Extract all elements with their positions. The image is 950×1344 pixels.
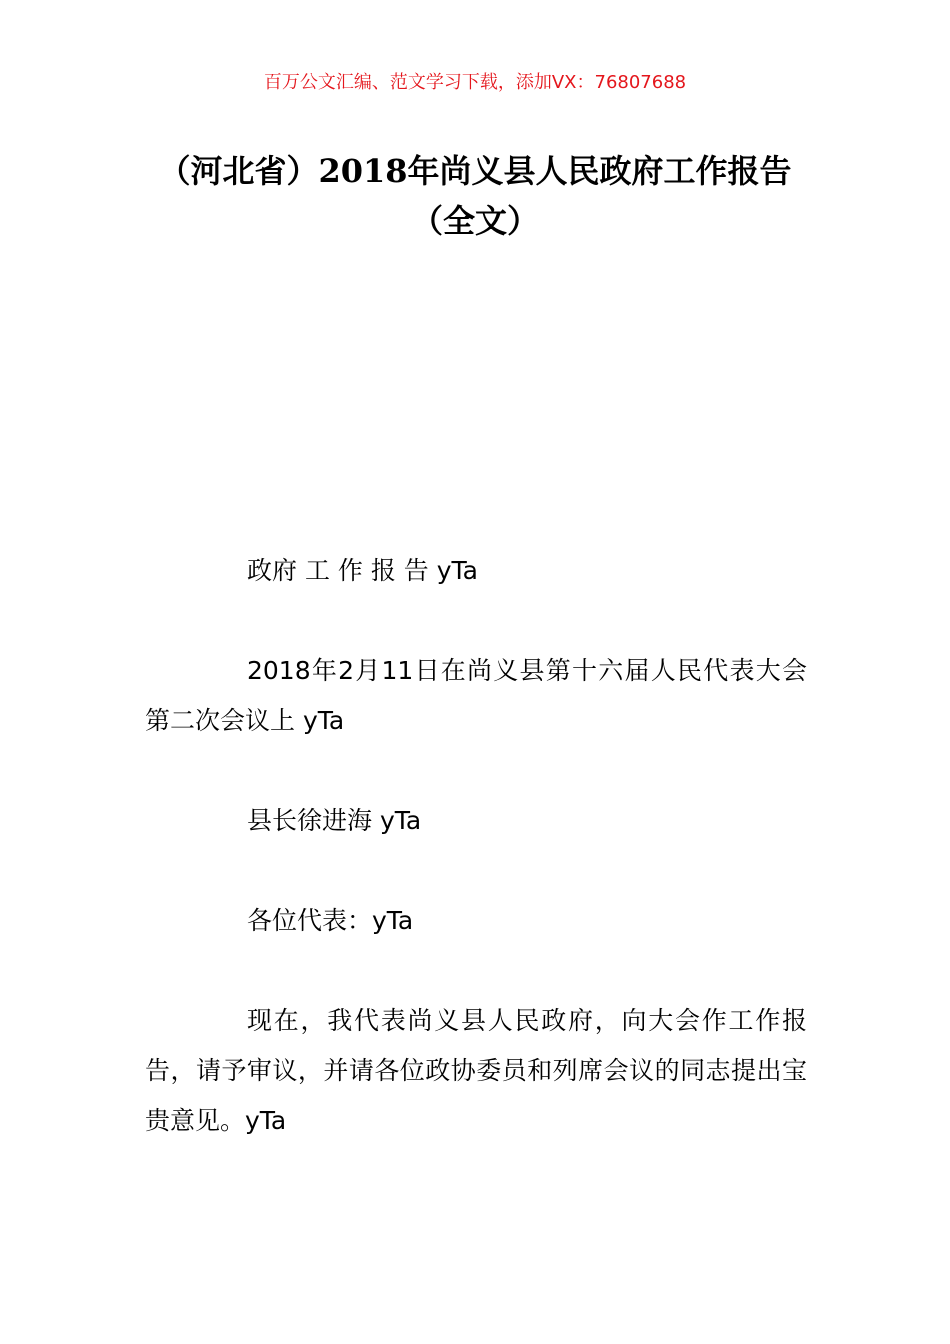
paragraph-report-heading: 政府 工 作 报 告 yTa [247, 556, 478, 585]
paragraph-speaker: 县长徐进海 yTa [247, 806, 422, 835]
paragraph-salutation: 各位代表：yTa [247, 906, 414, 935]
paragraph-meeting-date: 2018年2月11日在尚义县第十六届人民代表大会第二次会议上 yTa [145, 656, 807, 735]
document-body [145, 546, 807, 1196]
document-title: （河北省）2018年尚义县人民政府工作报告（全文） [158, 152, 792, 240]
watermark-text: 百万公文汇编、范文学习下载，添加VX：76807688 [263, 72, 687, 93]
paragraph-opening: 现在，我代表尚义县人民政府，向大会作工作报告，请予审议，并请各位政协委员和列席会议的同志提出宝贵意见。yTa [145, 1006, 807, 1135]
